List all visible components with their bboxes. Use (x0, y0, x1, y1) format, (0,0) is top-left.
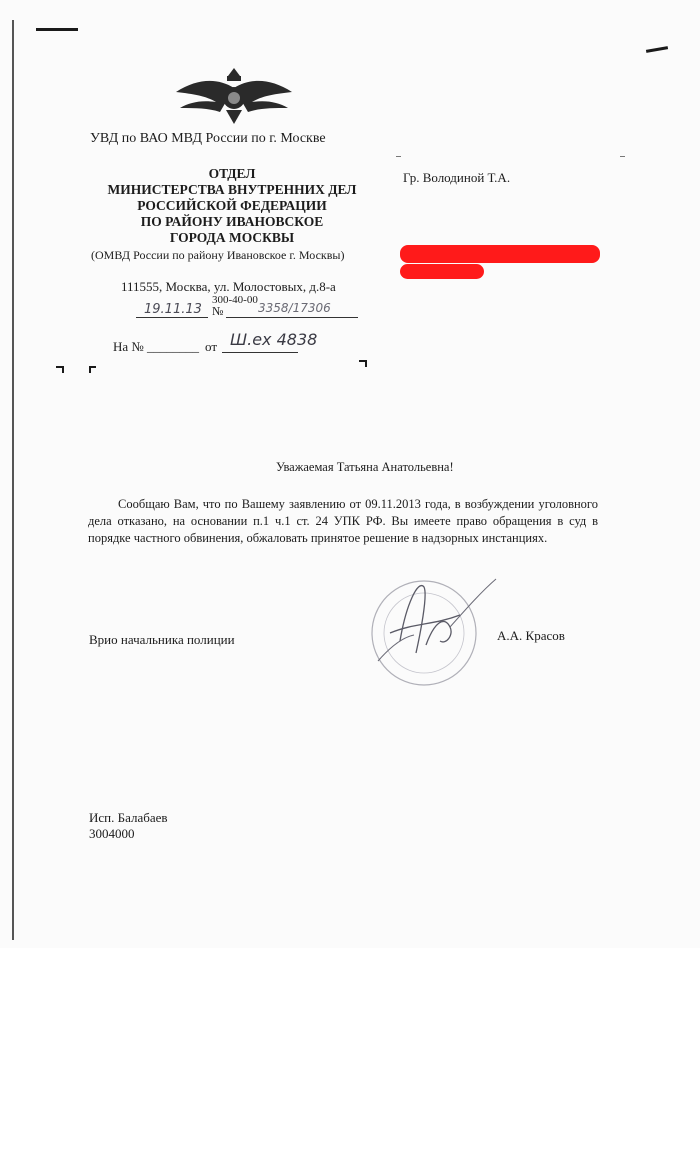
phone: 300-40-00 (212, 294, 258, 306)
reference-prefix: На № (113, 339, 144, 354)
reference-blank: ________ (147, 339, 199, 354)
number-sign: № (212, 304, 224, 318)
department-line: РОССИЙСКОЙ ФЕДЕРАЦИИ (137, 198, 327, 213)
scan-mark-bracket (62, 366, 64, 373)
outgoing-date-line (136, 317, 208, 318)
scan-mark-bracket (365, 360, 367, 367)
scan-mark-bracket (396, 156, 401, 157)
redacted-address-line (400, 245, 600, 263)
department-line: МИНИСТЕРСТВА ВНУТРЕННИХ ДЕЛ (107, 182, 357, 197)
department-line: ГОРОДА МОСКВЫ (169, 230, 295, 245)
reference-handwritten: Ш.ех 4838 (230, 330, 318, 349)
signatory-name: А.А. Красов (497, 628, 565, 643)
authority-line: УВД по ВАО МВД России по г. Москве (90, 131, 326, 146)
stamp-icon (370, 575, 510, 695)
letter-body: Сообщаю Вам, что по Вашему заявлению от 09.11.2013 года, в возбуждении уголовного дела отказано, на основании п.1 ч.1 ст. 24 УПК РФ. Вы имеете право обращения в суд в порядке частного обвинения, обжаловать принятое решение в надзорных инстанциях. (88, 497, 598, 545)
emblem-icon (172, 64, 296, 128)
addressee-name: Гр. Володиной Т.А. (403, 170, 511, 185)
scan-mark-top-right (646, 46, 668, 53)
salutation: Уважаемая Татьяна Анатольевна! (276, 460, 454, 474)
department-short-name: (ОМВД России по району Ивановское г. Москвы) (91, 248, 345, 262)
address: 111555, Москва, ул. Молостовых, д.8-а (121, 279, 336, 294)
scan-mark-bracket (89, 366, 91, 373)
outgoing-number-line (226, 317, 358, 318)
executor: Исп. Балабаев (89, 810, 168, 825)
scan-mark-bracket (620, 156, 625, 157)
scan-mark-top-left (36, 28, 78, 31)
outgoing-number: 3358/17306 (258, 301, 331, 315)
scan-mark-left-edge (12, 20, 14, 940)
executor-phone: 3004000 (89, 826, 135, 841)
outgoing-date: 19.11.13 (144, 302, 202, 317)
department-block (82, 166, 382, 246)
department-line: ПО РАЙОНУ ИВАНОВСКОЕ (140, 214, 324, 229)
reference-date-line (222, 352, 298, 353)
department-line: ОТДЕЛ (208, 166, 256, 181)
reference-from: от (205, 339, 218, 354)
redacted-address-line (400, 264, 484, 279)
signatory-position: Врио начальника полиции (89, 632, 235, 647)
